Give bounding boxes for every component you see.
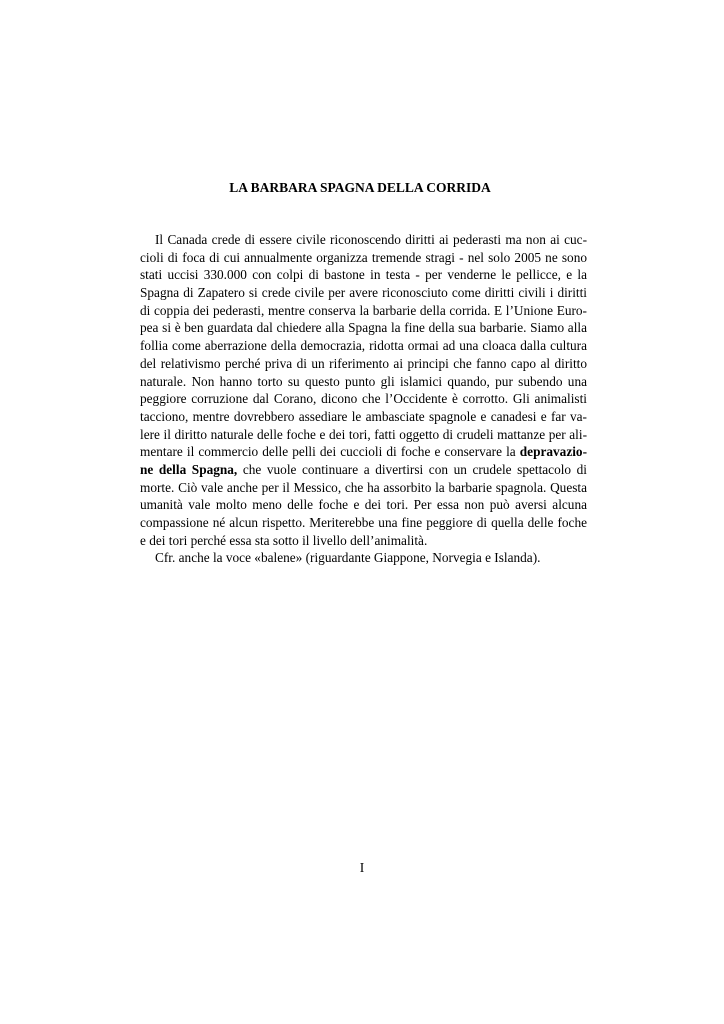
emphasis-text: ne della Spagna, bbox=[140, 461, 238, 477]
text-line: pea si è ben guardata dal chiedere alla Spagna la fine della sua barbarie. Siamo alla bbox=[140, 320, 587, 336]
text-line: lere il diritto naturale delle foche e dei tori, fatti oggetto di crudeli mattanze per ali- bbox=[140, 426, 587, 442]
text-line: tacciono, mentre dovrebbero assediare le ambasciate spagnole e canadesi e far va- bbox=[140, 408, 587, 424]
text-line: Cfr. anche la voce «balene» (riguardante Giappone, Norvegia e Islanda). bbox=[155, 550, 541, 566]
document-title: LA BARBARA SPAGNA DELLA CORRIDA bbox=[229, 180, 491, 195]
text-line: stati uccisi 330.000 con colpi di bastone in testa - per venderne le pellicce, e la bbox=[140, 267, 587, 283]
text-line: e dei tori perché essa sta sotto il livello dell’animalità. bbox=[140, 532, 428, 548]
text-line: del relativismo perché priva di un riferimento ai principi che fanno capo al diritto bbox=[140, 355, 587, 371]
text-line: morte. Ciò vale anche per il Messico, che ha assorbito la barbarie spagnola. Questa bbox=[140, 479, 587, 495]
text-line: follia come aberrazione della democrazia, ridotta ormai ad una cloaca dalla cultura bbox=[140, 338, 587, 354]
text-line: di coppia dei pederasti, mentre conserva la barbarie della corrida. E l’Unione Euro- bbox=[140, 302, 587, 318]
text-line: compassione né alcun rispetto. Meriterebbe una fine peggiore di quella delle foche bbox=[140, 515, 587, 530]
text-line: naturale. Non hanno torto su questo punto gli islamici quando, pur subendo una bbox=[140, 373, 587, 389]
text-line: Il Canada crede di essere civile riconoscendo diritti ai pederasti ma non ai cuc- bbox=[155, 232, 587, 247]
text-line: ne della Spagna, che vuole continuare a divertirsi con un crudele spettacolo di bbox=[140, 461, 588, 477]
text-line: mentare il commercio delle pelli dei cuccioli di foche e conservare la depravazio- bbox=[140, 444, 587, 460]
page-number: I bbox=[359, 860, 365, 875]
text-line: umanità vale molto meno delle foche e dei tori. Per essa non può aversi alcuna bbox=[140, 497, 587, 513]
text-line: peggiore corruzione dal Corano, dicono che l’Occidente è corrotto. Gli animalisti bbox=[140, 391, 587, 407]
emphasis-text: depravazio- bbox=[519, 444, 587, 460]
text-line: cioli di foca di cui annualmente organizza tremende stragi - nel solo 2005 ne sono bbox=[140, 249, 587, 265]
document-body bbox=[140, 231, 587, 567]
text-line: Spagna di Zapatero si crede civile per avere riconosciuto come diritti civili i diritti bbox=[140, 285, 587, 301]
